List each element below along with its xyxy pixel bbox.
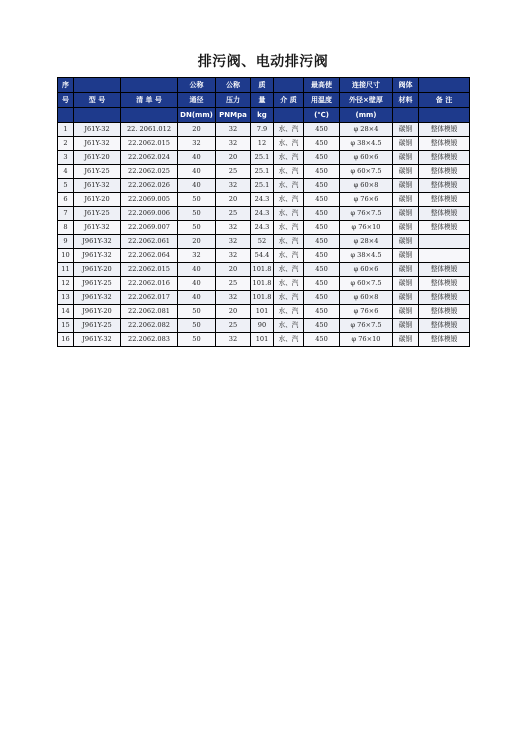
- cell-max-temp: 450: [304, 305, 340, 319]
- header-row: [58, 108, 470, 123]
- cell-medium: 水、汽: [274, 207, 304, 221]
- col-header-list-no-l3: [121, 108, 178, 123]
- cell-weight: 54.4: [251, 249, 274, 263]
- cell-max-temp: 450: [304, 207, 340, 221]
- page-title: 排污阀、电动排污阀: [197, 54, 329, 70]
- cell-weight: 24.3: [251, 193, 274, 207]
- cell-connection-size: φ 60×8: [340, 179, 393, 193]
- cell-pn: 32: [216, 137, 251, 151]
- cell-list-no: 22.2062.024: [121, 151, 178, 165]
- cell-body-material: 碳钢: [393, 291, 419, 305]
- cell-seq: 1: [58, 123, 74, 137]
- cell-weight: 25.1: [251, 165, 274, 179]
- cell-body-material: 碳钢: [393, 207, 419, 221]
- cell-max-temp: 450: [304, 291, 340, 305]
- cell-seq: 3: [58, 151, 74, 165]
- cell-connection-size: φ 60×8: [340, 291, 393, 305]
- cell-seq: 4: [58, 165, 74, 179]
- col-header-weight-l1: 质: [251, 78, 274, 93]
- cell-seq: 16: [58, 333, 74, 347]
- cell-max-temp: 450: [304, 151, 340, 165]
- table-row: [58, 179, 470, 193]
- cell-max-temp: 450: [304, 249, 340, 263]
- cell-connection-size: φ 60×7.5: [340, 277, 393, 291]
- cell-medium: 水、汽: [274, 291, 304, 305]
- cell-max-temp: 450: [304, 193, 340, 207]
- cell-weight: 25.1: [251, 179, 274, 193]
- cell-pn: 32: [216, 249, 251, 263]
- col-header-model-l3: [74, 108, 121, 123]
- table-row: [58, 207, 470, 221]
- col-header-conn-l1: 连接尺寸: [340, 78, 393, 93]
- cell-pn: 32: [216, 123, 251, 137]
- cell-seq: 5: [58, 179, 74, 193]
- cell-pn: 25: [216, 165, 251, 179]
- cell-dn: 50: [178, 221, 216, 235]
- cell-max-temp: 450: [304, 333, 340, 347]
- col-header-weight-l2: 量: [251, 93, 274, 108]
- cell-list-no: 22.2062.016: [121, 277, 178, 291]
- cell-medium: 水、汽: [274, 179, 304, 193]
- cell-dn: 40: [178, 277, 216, 291]
- col-header-material-l3: [393, 108, 419, 123]
- cell-dn: 50: [178, 193, 216, 207]
- cell-remark: 整体模锻: [419, 123, 470, 137]
- cell-weight: 101: [251, 333, 274, 347]
- col-header-list-no-l1: [121, 78, 178, 93]
- cell-dn: 20: [178, 235, 216, 249]
- cell-max-temp: 450: [304, 179, 340, 193]
- cell-medium: 水、汽: [274, 263, 304, 277]
- cell-medium: 水、汽: [274, 151, 304, 165]
- cell-remark: 整体模锻: [419, 151, 470, 165]
- table-row: [58, 151, 470, 165]
- cell-weight: 25.1: [251, 151, 274, 165]
- cell-model: J61Y-25: [74, 207, 121, 221]
- table-header: [58, 78, 470, 123]
- table-row: [58, 221, 470, 235]
- cell-seq: 2: [58, 137, 74, 151]
- cell-pn: 20: [216, 151, 251, 165]
- cell-medium: 水、汽: [274, 333, 304, 347]
- col-header-model-l1: [74, 78, 121, 93]
- cell-max-temp: 450: [304, 221, 340, 235]
- cell-pn: 20: [216, 193, 251, 207]
- cell-list-no: 22.2062.081: [121, 305, 178, 319]
- cell-model: J961Y-32: [74, 333, 121, 347]
- cell-remark: [419, 249, 470, 263]
- cell-body-material: 碳钢: [393, 277, 419, 291]
- col-header-list-no-l2: 清 单 号: [121, 93, 178, 108]
- col-header-temp-l2: 用温度: [304, 93, 340, 108]
- table-row: [58, 249, 470, 263]
- cell-model: J61Y-32: [74, 179, 121, 193]
- cell-body-material: 碳钢: [393, 123, 419, 137]
- cell-body-material: 碳钢: [393, 151, 419, 165]
- cell-medium: 水、汽: [274, 123, 304, 137]
- cell-dn: 50: [178, 207, 216, 221]
- col-header-weight-l3: kg: [251, 108, 274, 123]
- cell-list-no: 22.2062.015: [121, 137, 178, 151]
- cell-seq: 14: [58, 305, 74, 319]
- cell-list-no: 22.2062.083: [121, 333, 178, 347]
- table-row: [58, 277, 470, 291]
- cell-connection-size: φ 60×7.5: [340, 165, 393, 179]
- cell-remark: [419, 235, 470, 249]
- cell-model: J961Y-32: [74, 249, 121, 263]
- cell-weight: 101.8: [251, 263, 274, 277]
- cell-model: J961Y-20: [74, 263, 121, 277]
- cell-seq: 9: [58, 235, 74, 249]
- col-header-seq-l2: 号: [58, 93, 74, 108]
- cell-connection-size: φ 28×4: [340, 235, 393, 249]
- cell-list-no: 22.2062.082: [121, 319, 178, 333]
- table-row: [58, 193, 470, 207]
- col-header-conn-l3: (mm): [340, 108, 393, 123]
- cell-dn: 40: [178, 151, 216, 165]
- cell-remark: 整体模锻: [419, 291, 470, 305]
- cell-seq: 7: [58, 207, 74, 221]
- cell-body-material: 碳钢: [393, 333, 419, 347]
- col-header-temp-l1: 最高使: [304, 78, 340, 93]
- table-row: [58, 319, 470, 333]
- cell-max-temp: 450: [304, 277, 340, 291]
- cell-remark: 整体模锻: [419, 305, 470, 319]
- cell-connection-size: φ 76×10: [340, 333, 393, 347]
- cell-dn: 40: [178, 263, 216, 277]
- cell-weight: 90: [251, 319, 274, 333]
- cell-medium: 水、汽: [274, 137, 304, 151]
- cell-pn: 32: [216, 333, 251, 347]
- table-row: [58, 137, 470, 151]
- cell-body-material: 碳钢: [393, 263, 419, 277]
- cell-dn: 40: [178, 179, 216, 193]
- col-header-seq-l3: [58, 108, 74, 123]
- cell-max-temp: 450: [304, 137, 340, 151]
- col-header-model-l2: 型 号: [74, 93, 121, 108]
- cell-pn: 25: [216, 277, 251, 291]
- cell-seq: 15: [58, 319, 74, 333]
- cell-dn: 50: [178, 333, 216, 347]
- cell-seq: 12: [58, 277, 74, 291]
- cell-list-no: 22.2062.017: [121, 291, 178, 305]
- col-header-medium-l3: [274, 108, 304, 123]
- cell-max-temp: 450: [304, 235, 340, 249]
- cell-weight: 24.3: [251, 221, 274, 235]
- cell-dn: 40: [178, 291, 216, 305]
- cell-pn: 20: [216, 263, 251, 277]
- cell-pn: 32: [216, 221, 251, 235]
- cell-medium: 水、汽: [274, 165, 304, 179]
- cell-connection-size: φ 76×6: [340, 193, 393, 207]
- cell-pn: 20: [216, 305, 251, 319]
- cell-body-material: 碳钢: [393, 193, 419, 207]
- table-row: [58, 263, 470, 277]
- cell-list-no: 22.2062.015: [121, 263, 178, 277]
- cell-pn: 32: [216, 291, 251, 305]
- cell-remark: 整体模锻: [419, 137, 470, 151]
- col-header-remark-l3: [419, 108, 470, 123]
- cell-medium: 水、汽: [274, 305, 304, 319]
- cell-weight: 52: [251, 235, 274, 249]
- cell-seq: 10: [58, 249, 74, 263]
- cell-max-temp: 450: [304, 123, 340, 137]
- cell-model: J961Y-32: [74, 235, 121, 249]
- cell-remark: 整体模锻: [419, 263, 470, 277]
- cell-model: J61Y-20: [74, 193, 121, 207]
- cell-seq: 13: [58, 291, 74, 305]
- col-header-dn-l3: DN(mm): [178, 108, 216, 123]
- cell-body-material: 碳钢: [393, 235, 419, 249]
- cell-pn: 25: [216, 319, 251, 333]
- cell-connection-size: φ 28×4: [340, 123, 393, 137]
- cell-connection-size: φ 38×4.5: [340, 137, 393, 151]
- cell-connection-size: φ 38×4.5: [340, 249, 393, 263]
- cell-remark: 整体模锻: [419, 333, 470, 347]
- cell-model: J61Y-32: [74, 221, 121, 235]
- table-row: [58, 291, 470, 305]
- cell-seq: 8: [58, 221, 74, 235]
- cell-medium: 水、汽: [274, 221, 304, 235]
- cell-remark: 整体模锻: [419, 193, 470, 207]
- col-header-conn-l2: 外径×壁厚: [340, 93, 393, 108]
- cell-pn: 32: [216, 235, 251, 249]
- col-header-pn-l1: 公称: [216, 78, 251, 93]
- col-header-medium-l2: 介 质: [274, 93, 304, 108]
- cell-dn: 50: [178, 319, 216, 333]
- col-header-seq-l1: 序: [58, 78, 74, 93]
- cell-medium: 水、汽: [274, 319, 304, 333]
- cell-medium: 水、汽: [274, 193, 304, 207]
- cell-connection-size: φ 76×10: [340, 221, 393, 235]
- table-row: [58, 165, 470, 179]
- col-header-material-l2: 材料: [393, 93, 419, 108]
- col-header-remark-l2: 备 注: [419, 93, 470, 108]
- cell-body-material: 碳钢: [393, 179, 419, 193]
- cell-weight: 101.8: [251, 277, 274, 291]
- col-header-pn-l2: 压力: [216, 93, 251, 108]
- cell-body-material: 碳钢: [393, 137, 419, 151]
- cell-list-no: 22.2069.005: [121, 193, 178, 207]
- cell-connection-size: φ 76×7.5: [340, 207, 393, 221]
- col-header-dn-l2: 通径: [178, 93, 216, 108]
- header-row: [58, 93, 470, 108]
- cell-remark: 整体模锻: [419, 165, 470, 179]
- cell-seq: 11: [58, 263, 74, 277]
- cell-remark: 整体模锻: [419, 207, 470, 221]
- cell-model: J61Y-32: [74, 137, 121, 151]
- table-row: [58, 123, 470, 137]
- cell-seq: 6: [58, 193, 74, 207]
- cell-list-no: 22.2069.006: [121, 207, 178, 221]
- cell-list-no: 22.2062.064: [121, 249, 178, 263]
- cell-list-no: 22.2069.007: [121, 221, 178, 235]
- cell-connection-size: φ 60×6: [340, 151, 393, 165]
- cell-connection-size: φ 76×7.5: [340, 319, 393, 333]
- cell-model: J961Y-20: [74, 305, 121, 319]
- cell-max-temp: 450: [304, 263, 340, 277]
- cell-medium: 水、汽: [274, 277, 304, 291]
- cell-weight: 24.3: [251, 207, 274, 221]
- col-header-medium-l1: [274, 78, 304, 93]
- cell-dn: 40: [178, 165, 216, 179]
- cell-weight: 101.8: [251, 291, 274, 305]
- cell-model: J61Y-32: [74, 123, 121, 137]
- col-header-temp-l3: (℃): [304, 108, 340, 123]
- cell-connection-size: φ 60×6: [340, 263, 393, 277]
- cell-weight: 101: [251, 305, 274, 319]
- cell-list-no: 22.2062.026: [121, 179, 178, 193]
- cell-remark: 整体模锻: [419, 221, 470, 235]
- cell-connection-size: φ 76×6: [340, 305, 393, 319]
- cell-dn: 20: [178, 123, 216, 137]
- cell-list-no: 22. 2061.012: [121, 123, 178, 137]
- table-body: [58, 123, 470, 347]
- cell-model: J961Y-25: [74, 319, 121, 333]
- col-header-remark-l1: [419, 78, 470, 93]
- cell-medium: 水、汽: [274, 235, 304, 249]
- cell-body-material: 碳钢: [393, 319, 419, 333]
- cell-model: J61Y-25: [74, 165, 121, 179]
- cell-model: J961Y-32: [74, 291, 121, 305]
- cell-weight: 7.9: [251, 123, 274, 137]
- col-header-pn-l3: PNMpa: [216, 108, 251, 123]
- valve-spec-table: [57, 77, 470, 347]
- cell-dn: 50: [178, 305, 216, 319]
- col-header-dn-l1: 公称: [178, 78, 216, 93]
- cell-body-material: 碳钢: [393, 221, 419, 235]
- cell-medium: 水、汽: [274, 249, 304, 263]
- cell-list-no: 22.2062.061: [121, 235, 178, 249]
- cell-list-no: 22.2062.025: [121, 165, 178, 179]
- table-row: [58, 333, 470, 347]
- cell-weight: 12: [251, 137, 274, 151]
- table-row: [58, 235, 470, 249]
- col-header-material-l1: 阀体: [393, 78, 419, 93]
- cell-remark: 整体模锻: [419, 179, 470, 193]
- cell-max-temp: 450: [304, 165, 340, 179]
- cell-remark: 整体模锻: [419, 319, 470, 333]
- cell-body-material: 碳钢: [393, 165, 419, 179]
- cell-model: J61Y-20: [74, 151, 121, 165]
- cell-pn: 32: [216, 179, 251, 193]
- cell-model: J961Y-25: [74, 277, 121, 291]
- cell-pn: 25: [216, 207, 251, 221]
- header-row: [58, 78, 470, 93]
- cell-dn: 32: [178, 137, 216, 151]
- cell-body-material: 碳钢: [393, 305, 419, 319]
- cell-body-material: 碳钢: [393, 249, 419, 263]
- cell-remark: 整体模锻: [419, 277, 470, 291]
- table-row: [58, 305, 470, 319]
- cell-max-temp: 450: [304, 319, 340, 333]
- cell-dn: 32: [178, 249, 216, 263]
